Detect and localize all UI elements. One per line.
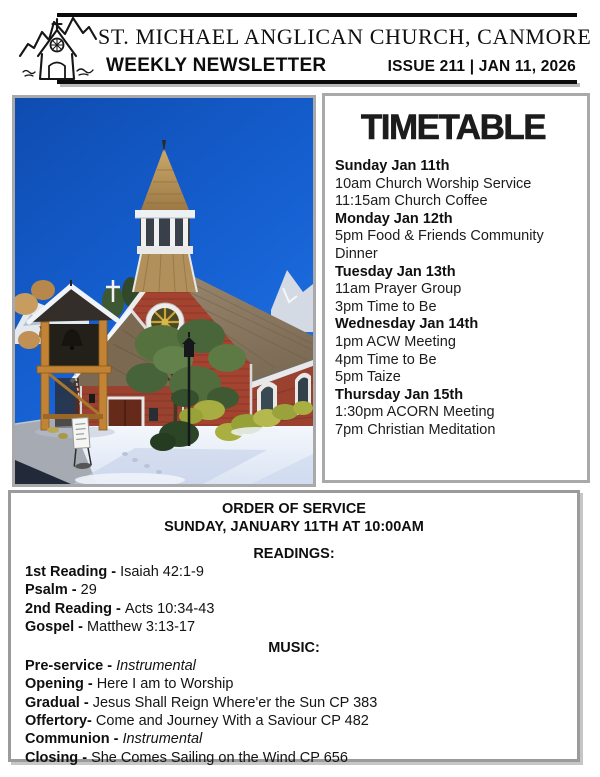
reading-value: Matthew 3:13-17	[87, 618, 196, 635]
music-value: Instrumental	[122, 731, 203, 748]
header-top-rule	[57, 13, 577, 17]
reading-item: Gospel - Matthew 3:13-17	[25, 618, 196, 635]
timetable-day: Monday Jan 12th	[335, 210, 453, 227]
music-item: Offertory- Come and Journey With a Saviour CP 482	[25, 713, 369, 730]
reading-label: Gospel	[25, 618, 75, 635]
newsletter-label: WEEKLY NEWSLETTER	[106, 55, 327, 76]
timetable-event: 11am Prayer Group	[335, 281, 462, 298]
music-item: Opening - Here I am to Worship	[25, 676, 234, 693]
church-photo-frame	[12, 95, 316, 487]
reading-item: 2nd Reading - Acts 10:34-43	[25, 600, 215, 617]
timetable-day: Tuesday Jan 13th	[335, 263, 456, 280]
music-label: Opening	[25, 676, 84, 693]
timetable-title: TIMETABLE	[360, 108, 546, 147]
timetable-list	[325, 158, 587, 440]
timetable-day: Wednesday Jan 14th	[335, 316, 479, 333]
issue-info: ISSUE 211 | JAN 11, 2026	[387, 58, 576, 75]
timetable-event: 5pm Food & Friends Community Dinner	[335, 228, 544, 262]
music-label: Pre-service	[25, 658, 104, 675]
reading-value: 29	[80, 582, 97, 599]
reading-item: Psalm - 29	[25, 582, 97, 599]
church-photo	[15, 98, 313, 484]
timetable-event: 10am Church Worship Service	[335, 175, 532, 192]
timetable-event: 4pm Time to Be	[335, 351, 437, 368]
header-subrow	[106, 55, 576, 77]
music-label: Closing	[25, 749, 79, 766]
reading-label: Psalm	[25, 582, 68, 599]
music-label: Offertory	[25, 713, 88, 730]
reading-label: 1st Reading	[25, 564, 108, 580]
order-of-service-panel	[8, 490, 580, 766]
order-of-service-date: SUNDAY, JANUARY 11TH AT 10:00AM	[164, 519, 424, 535]
music-value: Instrumental	[116, 658, 196, 675]
music-item: Pre-service - Instrumental	[25, 658, 196, 675]
timetable-event: 11:15am Church Coffee	[335, 193, 488, 210]
timetable-day: Sunday Jan 11th	[335, 158, 450, 174]
page-title: ST. MICHAEL ANGLICAN CHURCH, CANMORE	[98, 24, 592, 49]
music-value: Here I am to Worship	[96, 676, 234, 693]
timetable-day: Thursday Jan 15th	[335, 386, 464, 403]
reading-value: Acts 10:34-43	[124, 600, 215, 617]
music-item: Gradual - Jesus Shall Reign Where'er the Sun CP 383	[25, 694, 378, 711]
order-of-service-title: ORDER OF SERVICE	[222, 501, 366, 517]
timetable-panel	[322, 93, 590, 483]
reading-label: 2nd Reading	[25, 600, 113, 617]
church-mountains-sketch-logo-icon	[16, 8, 100, 88]
music-value: Jesus Shall Reign Where'er the Sun CP 383	[92, 694, 378, 711]
music-label: Communion	[25, 731, 110, 748]
timetable-event: 1:30pm ACORN Meeting	[335, 404, 495, 421]
music-value: She Comes Sailing on the Wind CP 656	[91, 749, 348, 766]
timetable-event: 5pm Taize	[335, 369, 401, 386]
reading-item: 1st Reading - Isaiah 42:1-9	[25, 564, 204, 580]
music-heading: MUSIC:	[268, 640, 320, 657]
music-value: Come and Journey With a Saviour CP 482	[95, 713, 369, 730]
timetable-event: 7pm Christian Meditation	[335, 421, 496, 438]
music-item: Closing - She Comes Sailing on the Wind CP 656	[25, 749, 348, 766]
readings-heading: READINGS:	[253, 546, 335, 562]
header-bottom-rule	[57, 80, 577, 84]
reading-value: Isaiah 42:1-9	[120, 564, 204, 580]
music-label: Gradual	[25, 694, 80, 711]
music-item: Communion - Instrumental	[25, 731, 203, 748]
timetable-event: 3pm Time to Be	[335, 298, 437, 315]
timetable-event: 1pm ACW Meeting	[335, 333, 456, 350]
